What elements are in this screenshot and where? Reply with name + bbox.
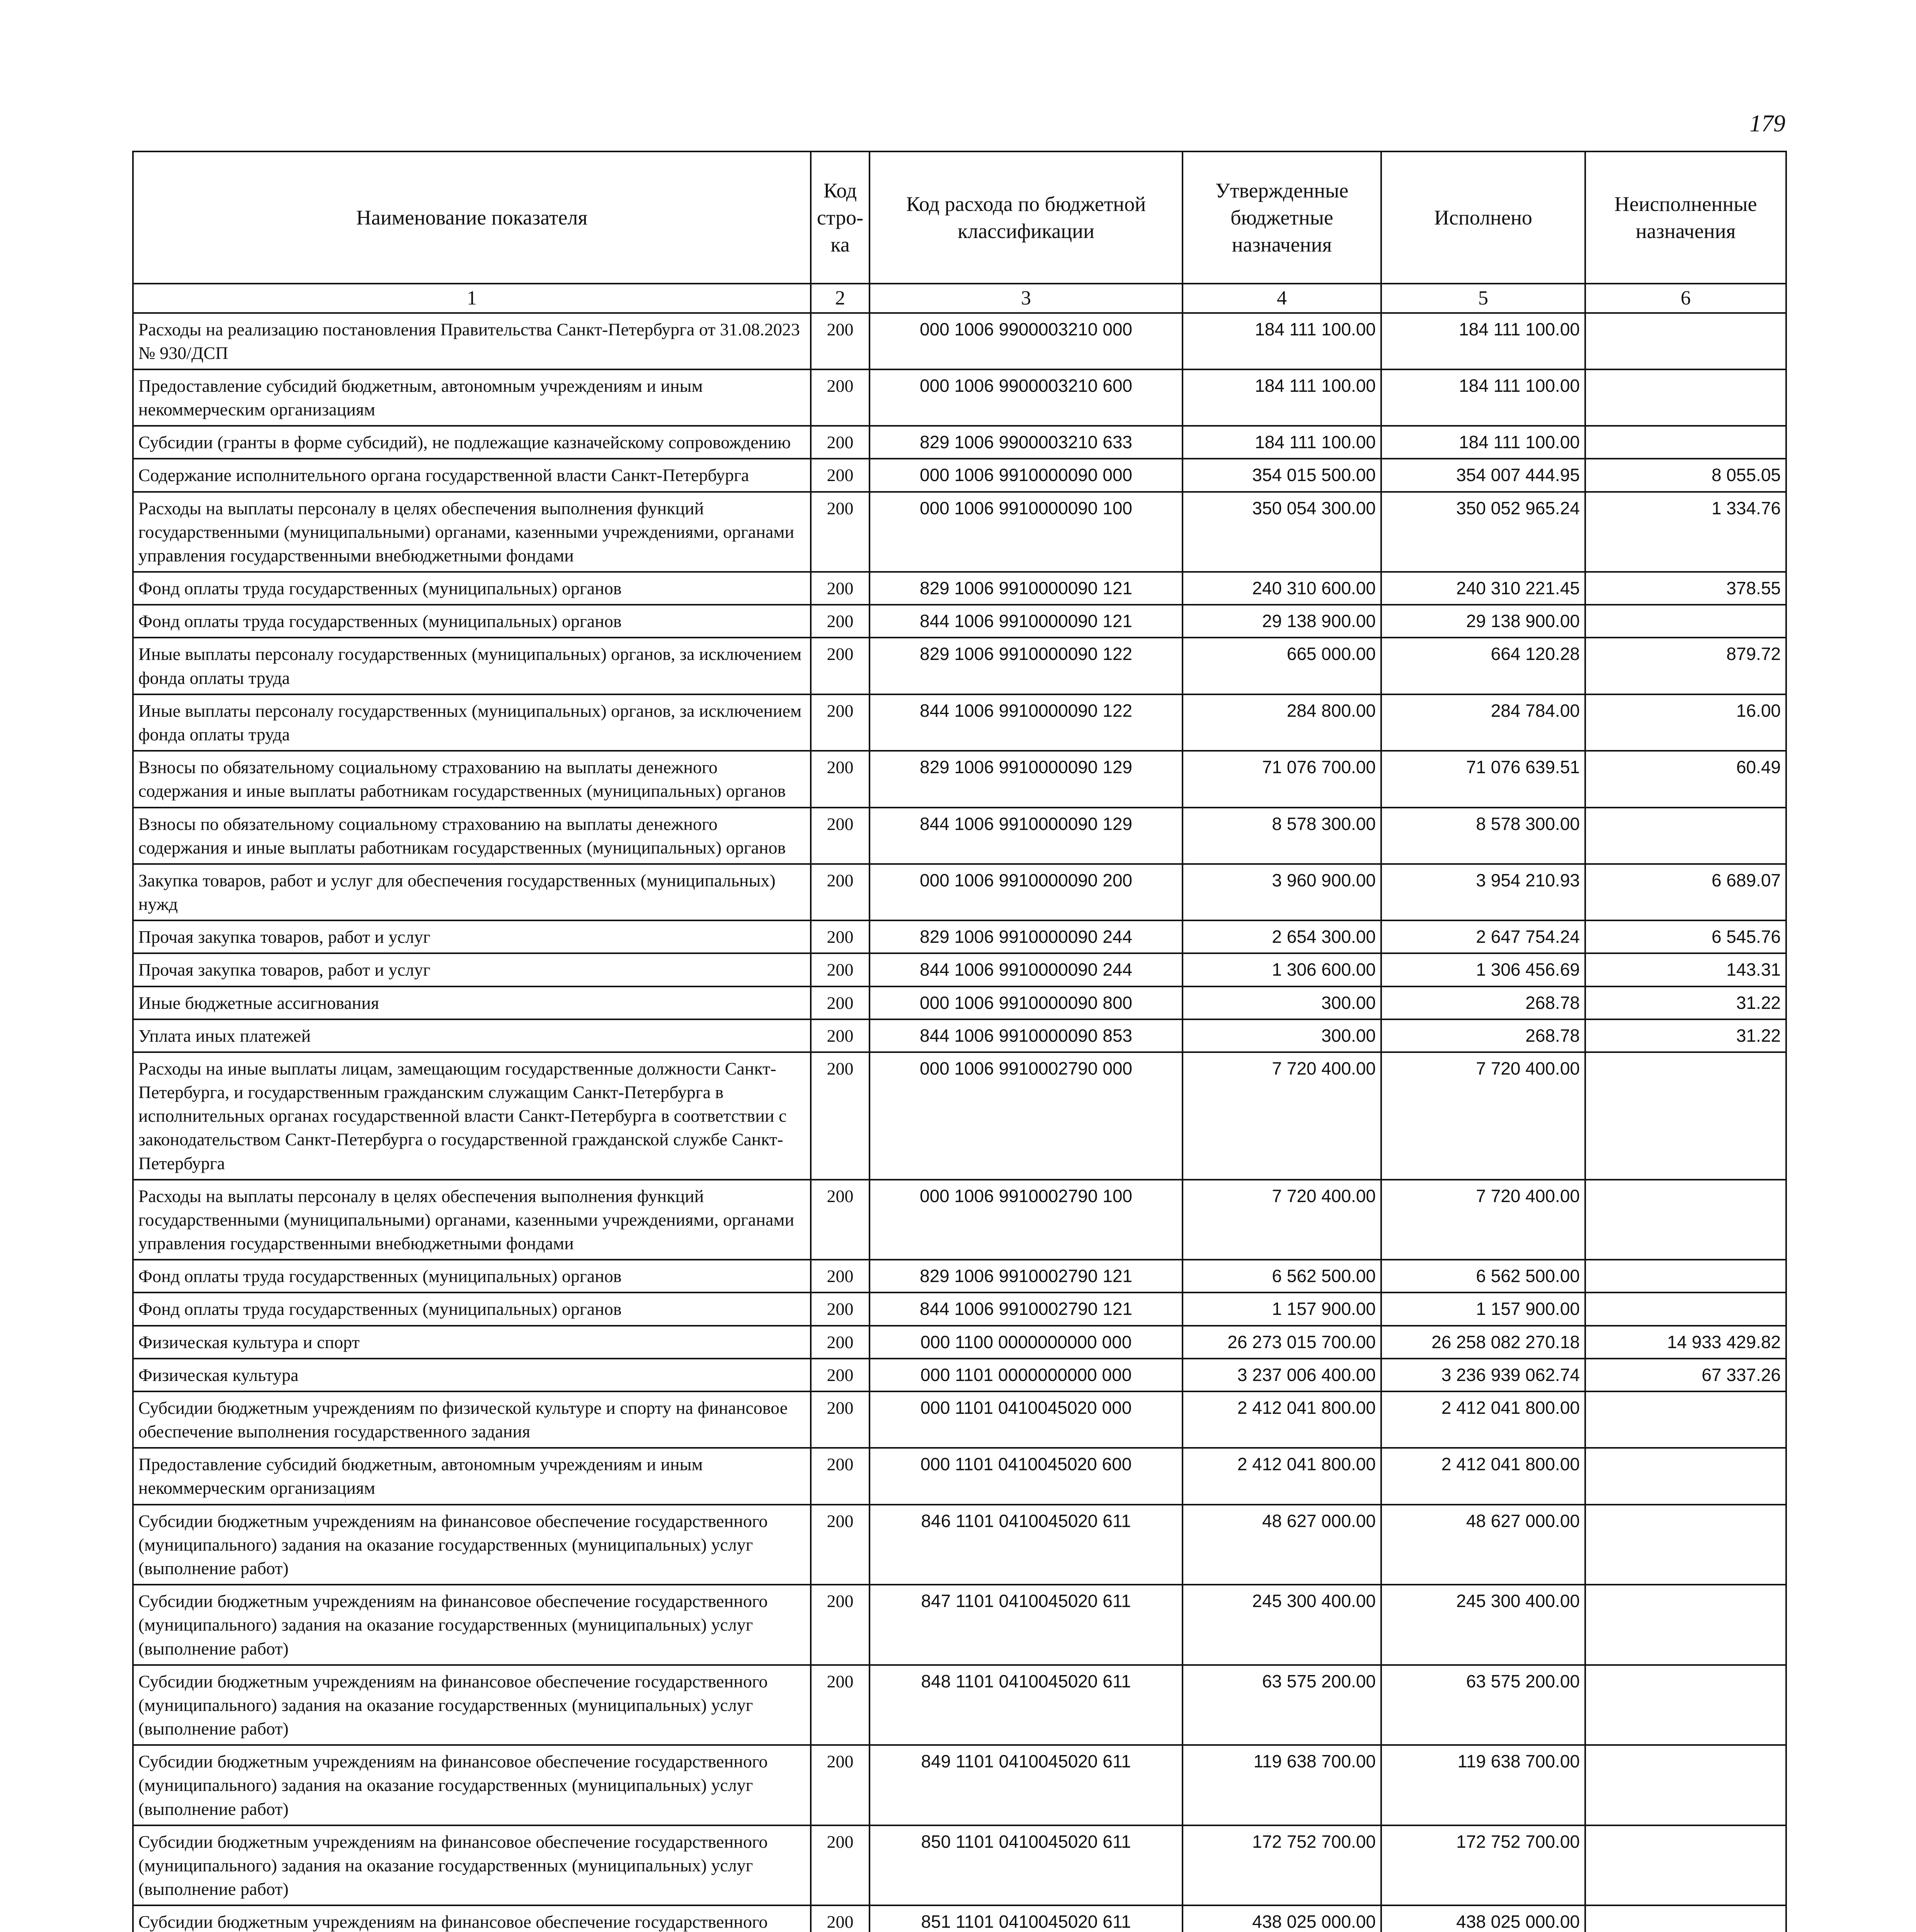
row-budget-code: 844 1006 9910000090 244 <box>870 953 1183 986</box>
row-budget-code: 000 1006 9910000090 100 <box>870 492 1183 572</box>
table-header <box>133 151 1786 313</box>
row-line-code: 200 <box>811 1260 870 1293</box>
row-approved: 3 237 006 400.00 <box>1183 1359 1381 1391</box>
row-name: Иные выплаты персоналу государственных (муниципальных) органов, за исключением фонда оплаты труда <box>133 694 811 751</box>
column-number: 3 <box>870 284 1183 313</box>
row-name: Физическая культура и спорт <box>133 1326 811 1359</box>
row-line-code: 200 <box>811 1905 870 1932</box>
table-row <box>133 1019 1786 1052</box>
row-name: Фонд оплаты труда государственных (муниципальных) органов <box>133 1260 811 1293</box>
row-unexecuted: 16.00 <box>1585 694 1786 751</box>
row-line-code: 200 <box>811 864 870 920</box>
table-row <box>133 751 1786 807</box>
row-executed: 438 025 000.00 <box>1381 1905 1585 1932</box>
row-unexecuted <box>1585 426 1786 459</box>
row-unexecuted <box>1585 1391 1786 1448</box>
row-approved: 2 412 041 800.00 <box>1183 1448 1381 1504</box>
table-row <box>133 572 1786 605</box>
row-budget-code: 829 1006 9910000090 122 <box>870 638 1183 694</box>
table-row <box>133 459 1786 492</box>
column-number: 1 <box>133 284 811 313</box>
table-row <box>133 1326 1786 1359</box>
row-name: Субсидии бюджетным учреждениям на финансовое обеспечение государственного (муниципального) задания на оказание государственных (муниципальных) услуг (выполнение работ) <box>133 1585 811 1665</box>
page-number: 179 <box>1749 111 1785 137</box>
row-budget-code: 829 1006 9900003210 633 <box>870 426 1183 459</box>
row-executed: 184 111 100.00 <box>1381 313 1585 369</box>
row-budget-code: 848 1101 0410045020 611 <box>870 1665 1183 1745</box>
table-row <box>133 1905 1786 1932</box>
row-budget-code: 844 1006 9910000090 853 <box>870 1019 1183 1052</box>
row-executed: 2 412 041 800.00 <box>1381 1448 1585 1504</box>
row-unexecuted: 1 334.76 <box>1585 492 1786 572</box>
row-name: Закупка товаров, работ и услуг для обеспечения государственных (муниципальных) нужд <box>133 864 811 920</box>
row-unexecuted: 143.31 <box>1585 953 1786 986</box>
row-line-code: 200 <box>811 638 870 694</box>
table-row <box>133 808 1786 864</box>
row-budget-code: 000 1100 0000000000 000 <box>870 1326 1183 1359</box>
row-name: Предоставление субсидий бюджетным, автономным учреждениям и иным некоммерческим организациям <box>133 369 811 426</box>
table-row <box>133 492 1786 572</box>
row-name: Фонд оплаты труда государственных (муниципальных) органов <box>133 1293 811 1325</box>
table-row <box>133 1052 1786 1180</box>
row-unexecuted: 67 337.26 <box>1585 1359 1786 1391</box>
row-approved: 172 752 700.00 <box>1183 1825 1381 1906</box>
row-approved: 29 138 900.00 <box>1183 605 1381 638</box>
row-approved: 665 000.00 <box>1183 638 1381 694</box>
row-name: Расходы на выплаты персоналу в целях обеспечения выполнения функций государственными (муниципальными) органами, казенными учреждениями, органами управления государственными внебюджетными фондами <box>133 492 811 572</box>
row-budget-code: 000 1006 9910002790 100 <box>870 1180 1183 1260</box>
row-executed: 119 638 700.00 <box>1381 1745 1585 1825</box>
row-executed: 240 310 221.45 <box>1381 572 1585 605</box>
row-unexecuted: 879.72 <box>1585 638 1786 694</box>
table-row <box>133 638 1786 694</box>
row-executed: 184 111 100.00 <box>1381 426 1585 459</box>
row-executed: 6 562 500.00 <box>1381 1260 1585 1293</box>
table-row <box>133 313 1786 369</box>
column-number: 5 <box>1381 284 1585 313</box>
row-executed: 1 157 900.00 <box>1381 1293 1585 1325</box>
header-budget-code: Код расхода по бюджетной классификации <box>870 151 1183 284</box>
row-budget-code: 844 1006 9910000090 121 <box>870 605 1183 638</box>
header-executed: Исполнено <box>1381 151 1585 284</box>
row-unexecuted <box>1585 1665 1786 1745</box>
row-executed: 2 647 754.24 <box>1381 920 1585 953</box>
row-budget-code: 829 1006 9910000090 121 <box>870 572 1183 605</box>
row-budget-code: 000 1006 9910000090 000 <box>870 459 1183 492</box>
row-line-code: 200 <box>811 694 870 751</box>
row-name: Фонд оплаты труда государственных (муниципальных) органов <box>133 605 811 638</box>
table-row <box>133 426 1786 459</box>
row-name: Субсидии бюджетным учреждениям на финансовое обеспечение государственного (муниципального) задания на оказание государственных (муниципальных) услуг (выполнение работ) <box>133 1745 811 1825</box>
row-line-code: 200 <box>811 313 870 369</box>
row-name: Иные бюджетные ассигнования <box>133 986 811 1019</box>
row-budget-code: 000 1101 0410045020 000 <box>870 1391 1183 1448</box>
row-line-code: 200 <box>811 492 870 572</box>
row-approved: 1 306 600.00 <box>1183 953 1381 986</box>
row-budget-code: 000 1006 9910002790 000 <box>870 1052 1183 1180</box>
column-number: 6 <box>1585 284 1786 313</box>
row-approved: 119 638 700.00 <box>1183 1745 1381 1825</box>
table-row <box>133 1359 1786 1391</box>
row-line-code: 200 <box>811 1745 870 1825</box>
row-name: Расходы на иные выплаты лицам, замещающим государственные должности Санкт-Петербурга, и государственным гражданским служащим Санкт-Петербурга в исполнительных органах государственной власти Санкт-Петербурга в соответствии с законодательством Санкт-Петербурга о государственной гражданской службе Санкт-Петербурга <box>133 1052 811 1180</box>
row-executed: 63 575 200.00 <box>1381 1665 1585 1745</box>
table-row <box>133 1745 1786 1825</box>
row-executed: 7 720 400.00 <box>1381 1180 1585 1260</box>
table-row <box>133 1260 1786 1293</box>
row-approved: 240 310 600.00 <box>1183 572 1381 605</box>
table-row <box>133 864 1786 920</box>
row-name: Субсидии бюджетным учреждениям по физической культуре и спорту на финансовое обеспечение выполнения государственного задания <box>133 1391 811 1448</box>
table-row <box>133 605 1786 638</box>
row-unexecuted <box>1585 1585 1786 1665</box>
row-line-code: 200 <box>811 605 870 638</box>
row-budget-code: 844 1006 9910000090 122 <box>870 694 1183 751</box>
table-row <box>133 1448 1786 1504</box>
row-unexecuted: 31.22 <box>1585 986 1786 1019</box>
row-name: Предоставление субсидий бюджетным, автономным учреждениям и иным некоммерческим организациям <box>133 1448 811 1504</box>
budget-execution-table <box>132 151 1787 1932</box>
column-number: 4 <box>1183 284 1381 313</box>
table-body <box>133 313 1786 1932</box>
row-executed: 2 412 041 800.00 <box>1381 1391 1585 1448</box>
row-approved: 63 575 200.00 <box>1183 1665 1381 1745</box>
row-executed: 8 578 300.00 <box>1381 808 1585 864</box>
row-approved: 184 111 100.00 <box>1183 426 1381 459</box>
row-executed: 3 954 210.93 <box>1381 864 1585 920</box>
row-name: Фонд оплаты труда государственных (муниципальных) органов <box>133 572 811 605</box>
row-line-code: 200 <box>811 1359 870 1391</box>
table-row <box>133 1825 1786 1906</box>
row-name: Расходы на выплаты персоналу в целях обеспечения выполнения функций государственными (муниципальными) органами, казенными учреждениями, органами управления государственными внебюджетными фондами <box>133 1180 811 1260</box>
table-row <box>133 1665 1786 1745</box>
row-approved: 300.00 <box>1183 1019 1381 1052</box>
row-budget-code: 829 1006 9910002790 121 <box>870 1260 1183 1293</box>
table-row <box>133 369 1786 426</box>
row-line-code: 200 <box>811 751 870 807</box>
row-executed: 48 627 000.00 <box>1381 1505 1585 1585</box>
row-unexecuted: 378.55 <box>1585 572 1786 605</box>
header-line-code: Код стро-ка <box>811 151 870 284</box>
row-line-code: 200 <box>811 986 870 1019</box>
row-unexecuted <box>1585 1905 1786 1932</box>
table-row <box>133 1180 1786 1260</box>
row-executed: 71 076 639.51 <box>1381 751 1585 807</box>
row-approved: 2 654 300.00 <box>1183 920 1381 953</box>
row-executed: 184 111 100.00 <box>1381 369 1585 426</box>
row-budget-code: 829 1006 9910000090 129 <box>870 751 1183 807</box>
row-approved: 300.00 <box>1183 986 1381 1019</box>
row-approved: 3 960 900.00 <box>1183 864 1381 920</box>
row-unexecuted <box>1585 1825 1786 1906</box>
row-approved: 7 720 400.00 <box>1183 1180 1381 1260</box>
row-line-code: 200 <box>811 1326 870 1359</box>
row-line-code: 200 <box>811 1293 870 1325</box>
row-name: Субсидии бюджетным учреждениям на финансовое обеспечение государственного (муниципального) задания на оказание государственных (муниципальных) услуг (выполнение работ) <box>133 1505 811 1585</box>
table-row <box>133 953 1786 986</box>
table-row <box>133 694 1786 751</box>
row-line-code: 200 <box>811 459 870 492</box>
row-name: Иные выплаты персоналу государственных (муниципальных) органов, за исключением фонда оплаты труда <box>133 638 811 694</box>
row-approved: 350 054 300.00 <box>1183 492 1381 572</box>
header-unexecuted: Неисполненные назначения <box>1585 151 1786 284</box>
row-line-code: 200 <box>811 1825 870 1906</box>
row-budget-code: 000 1006 9910000090 200 <box>870 864 1183 920</box>
row-name: Взносы по обязательному социальному страхованию на выплаты денежного содержания и иные выплаты работникам государственных (муниципальных) органов <box>133 808 811 864</box>
row-line-code: 200 <box>811 808 870 864</box>
row-approved: 354 015 500.00 <box>1183 459 1381 492</box>
row-name: Физическая культура <box>133 1359 811 1391</box>
row-name: Взносы по обязательному социальному страхованию на выплаты денежного содержания и иные выплаты работникам государственных (муниципальных) органов <box>133 751 811 807</box>
row-approved: 284 800.00 <box>1183 694 1381 751</box>
row-executed: 7 720 400.00 <box>1381 1052 1585 1180</box>
row-line-code: 200 <box>811 1019 870 1052</box>
row-executed: 1 306 456.69 <box>1381 953 1585 986</box>
row-line-code: 200 <box>811 1391 870 1448</box>
table-row <box>133 1585 1786 1665</box>
row-executed: 172 752 700.00 <box>1381 1825 1585 1906</box>
row-budget-code: 000 1101 0410045020 600 <box>870 1448 1183 1504</box>
row-approved: 8 578 300.00 <box>1183 808 1381 864</box>
row-unexecuted <box>1585 369 1786 426</box>
row-budget-code: 846 1101 0410045020 611 <box>870 1505 1183 1585</box>
row-line-code: 200 <box>811 426 870 459</box>
table-row <box>133 1505 1786 1585</box>
row-unexecuted <box>1585 1052 1786 1180</box>
row-line-code: 200 <box>811 1665 870 1745</box>
row-budget-code: 849 1101 0410045020 611 <box>870 1745 1183 1825</box>
column-number: 2 <box>811 284 870 313</box>
row-approved: 48 627 000.00 <box>1183 1505 1381 1585</box>
row-line-code: 200 <box>811 1505 870 1585</box>
row-approved: 2 412 041 800.00 <box>1183 1391 1381 1448</box>
row-budget-code: 000 1006 9900003210 600 <box>870 369 1183 426</box>
header-name: Наименование показателя <box>133 151 811 284</box>
row-budget-code: 850 1101 0410045020 611 <box>870 1825 1183 1906</box>
row-line-code: 200 <box>811 1052 870 1180</box>
row-unexecuted <box>1585 1293 1786 1325</box>
row-unexecuted <box>1585 605 1786 638</box>
row-name: Субсидии бюджетным учреждениям на финансовое обеспечение государственного (муниципального) задания на оказание государственных (муниципальных) услуг (выполнение работ) <box>133 1825 811 1906</box>
row-executed: 350 052 965.24 <box>1381 492 1585 572</box>
row-approved: 26 273 015 700.00 <box>1183 1326 1381 1359</box>
row-approved: 184 111 100.00 <box>1183 313 1381 369</box>
row-unexecuted: 14 933 429.82 <box>1585 1326 1786 1359</box>
row-executed: 245 300 400.00 <box>1381 1585 1585 1665</box>
row-name: Прочая закупка товаров, работ и услуг <box>133 920 811 953</box>
row-unexecuted <box>1585 1260 1786 1293</box>
row-executed: 268.78 <box>1381 1019 1585 1052</box>
row-name: Субсидии бюджетным учреждениям на финансовое обеспечение государственного (муниципального) задания на оказание государственных (муниципальных) услуг (выполнение работ) <box>133 1665 811 1745</box>
row-line-code: 200 <box>811 1585 870 1665</box>
row-approved: 6 562 500.00 <box>1183 1260 1381 1293</box>
row-unexecuted <box>1585 808 1786 864</box>
row-unexecuted: 6 689.07 <box>1585 864 1786 920</box>
row-executed: 284 784.00 <box>1381 694 1585 751</box>
row-line-code: 200 <box>811 369 870 426</box>
row-name: Расходы на реализацию постановления Правительства Санкт-Петербурга от 31.08.2023 № 930/ДСП <box>133 313 811 369</box>
row-budget-code: 000 1101 0000000000 000 <box>870 1359 1183 1391</box>
row-executed: 268.78 <box>1381 986 1585 1019</box>
table-row <box>133 1293 1786 1325</box>
row-approved: 7 720 400.00 <box>1183 1052 1381 1180</box>
row-executed: 3 236 939 062.74 <box>1381 1359 1585 1391</box>
row-name: Субсидии бюджетным учреждениям на финансовое обеспечение государственного <box>133 1905 811 1932</box>
row-budget-code: 829 1006 9910000090 244 <box>870 920 1183 953</box>
row-unexecuted <box>1585 1505 1786 1585</box>
row-unexecuted <box>1585 1448 1786 1504</box>
row-executed: 354 007 444.95 <box>1381 459 1585 492</box>
row-budget-code: 000 1006 9900003210 000 <box>870 313 1183 369</box>
row-name: Содержание исполнительного органа государственной власти Санкт-Петербурга <box>133 459 811 492</box>
row-approved: 438 025 000.00 <box>1183 1905 1381 1932</box>
row-approved: 184 111 100.00 <box>1183 369 1381 426</box>
row-budget-code: 844 1006 9910002790 121 <box>870 1293 1183 1325</box>
row-executed: 664 120.28 <box>1381 638 1585 694</box>
row-line-code: 200 <box>811 572 870 605</box>
header-approved: Утвержденные бюджетные назначения <box>1183 151 1381 284</box>
row-line-code: 200 <box>811 1448 870 1504</box>
table-row <box>133 986 1786 1019</box>
row-line-code: 200 <box>811 920 870 953</box>
row-name: Прочая закупка товаров, работ и услуг <box>133 953 811 986</box>
row-budget-code: 847 1101 0410045020 611 <box>870 1585 1183 1665</box>
row-unexecuted <box>1585 313 1786 369</box>
row-budget-code: 000 1006 9910000090 800 <box>870 986 1183 1019</box>
table-row <box>133 920 1786 953</box>
row-budget-code: 851 1101 0410045020 611 <box>870 1905 1183 1932</box>
row-approved: 1 157 900.00 <box>1183 1293 1381 1325</box>
row-unexecuted: 8 055.05 <box>1585 459 1786 492</box>
row-unexecuted: 6 545.76 <box>1585 920 1786 953</box>
row-unexecuted: 60.49 <box>1585 751 1786 807</box>
row-unexecuted <box>1585 1180 1786 1260</box>
row-unexecuted <box>1585 1745 1786 1825</box>
row-approved: 71 076 700.00 <box>1183 751 1381 807</box>
row-name: Уплата иных платежей <box>133 1019 811 1052</box>
row-line-code: 200 <box>811 1180 870 1260</box>
row-unexecuted: 31.22 <box>1585 1019 1786 1052</box>
row-name: Субсидии (гранты в форме субсидий), не подлежащие казначейскому сопровождению <box>133 426 811 459</box>
row-executed: 29 138 900.00 <box>1381 605 1585 638</box>
table-row <box>133 1391 1786 1448</box>
row-approved: 245 300 400.00 <box>1183 1585 1381 1665</box>
row-executed: 26 258 082 270.18 <box>1381 1326 1585 1359</box>
row-line-code: 200 <box>811 953 870 986</box>
row-budget-code: 844 1006 9910000090 129 <box>870 808 1183 864</box>
